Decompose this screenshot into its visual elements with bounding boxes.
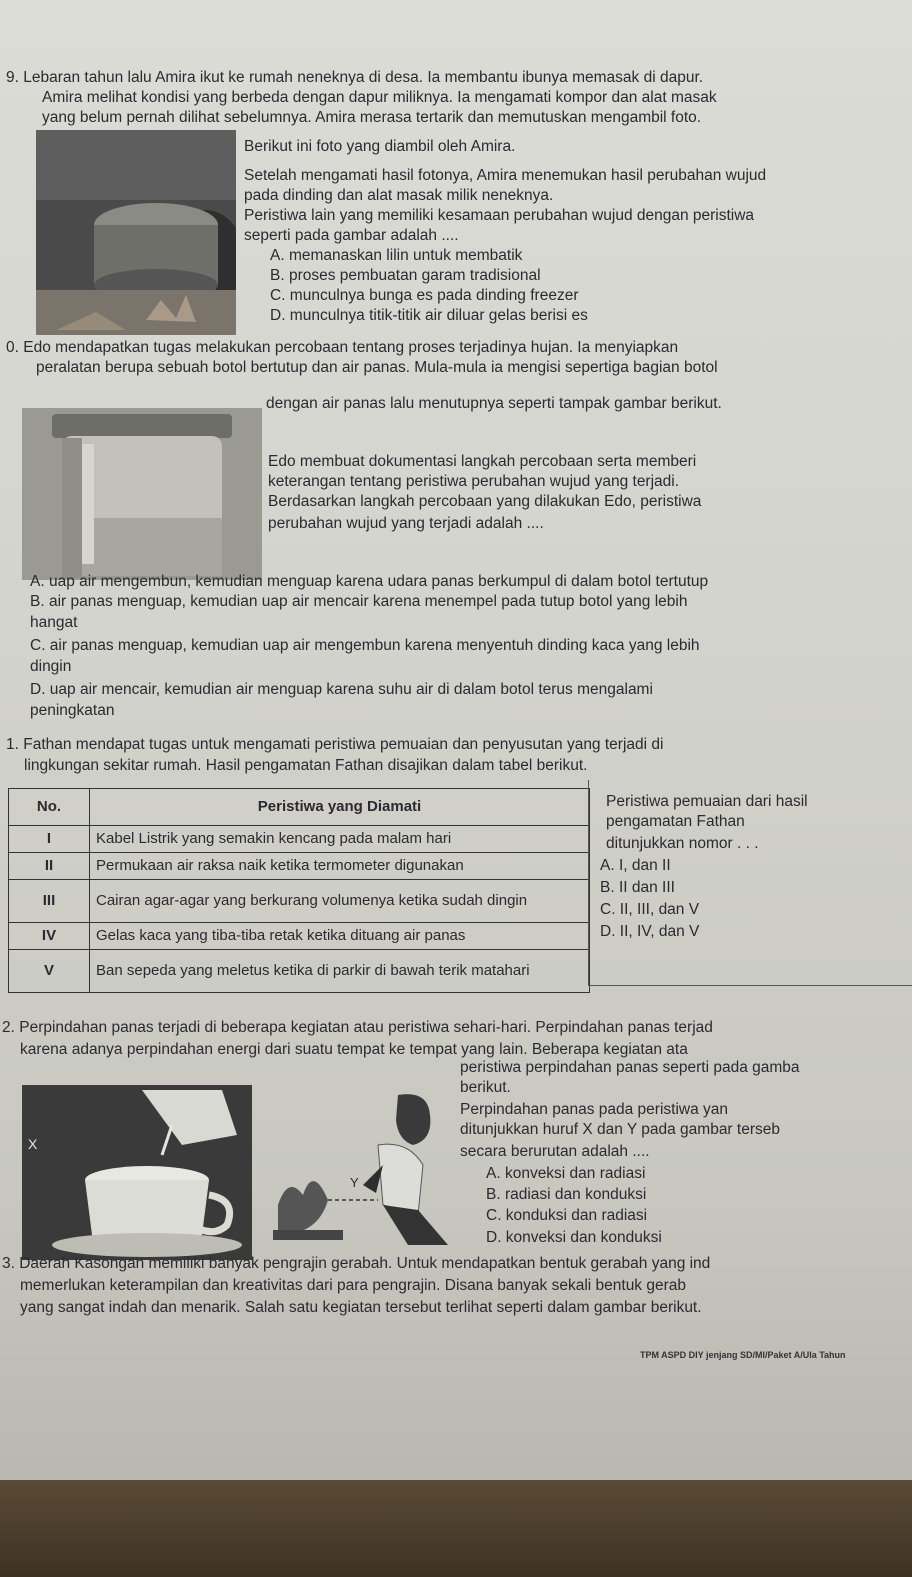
q12-line-2: karena adanya perpindahan energi dari suatu tempat ke tempat yang lain. Beberapa kegiatan ata	[20, 1041, 688, 1058]
q11-line-2: lingkungan sekitar rumah. Hasil pengamatan Fathan disajikan dalam tabel berikut.	[24, 757, 588, 774]
q11-line-1: 1. Fathan mendapat tugas untuk mengamati peristiwa pemuaian dan penyusutan yang terjadi di	[6, 736, 664, 753]
wooden-floor	[0, 1480, 912, 1577]
q11-side-3: ditunjukkan nomor . . .	[606, 835, 759, 852]
q10-option-d-cont: peningkatan	[30, 702, 115, 719]
q10-line-1: 0. Edo mendapatkan tugas melakukan percobaan tentang proses terjadinya hujan. Ia menyiapkan	[6, 339, 679, 356]
q11-side-2: pengamatan Fathan	[606, 813, 745, 830]
q12-side-2: berikut.	[460, 1079, 511, 1096]
table-row	[9, 853, 590, 880]
table-header-row	[9, 789, 590, 826]
q9-option-a: A. memanaskan lilin untuk membatik	[270, 247, 523, 264]
table-header-event: Peristiwa yang Diamati	[90, 789, 590, 826]
q10-side-4: Berdasarkan langkah percobaan yang dilakukan Edo, peristiwa	[268, 493, 702, 510]
table-cell-event: Gelas kaca yang tiba-tiba retak ketika dituang air panas	[90, 923, 590, 950]
q9-side-4: Peristiwa lain yang memiliki kesamaan perubahan wujud dengan peristiwa	[244, 207, 755, 224]
observation-table	[8, 788, 590, 993]
q13-line-2: memerlukan keterampilan dan kreativitas dari para pengrajin. Disana banyak sekali bentuk gerab	[20, 1277, 687, 1294]
table-cell-no: III	[9, 880, 90, 923]
q12-side-4: ditunjukkan huruf X dan Y pada gambar terseb	[460, 1121, 780, 1138]
q11-option-d: D. II, IV, dan V	[600, 923, 700, 940]
tea-pouring-photo	[22, 1085, 252, 1260]
q12-option-c: C. konduksi dan radiasi	[486, 1207, 648, 1224]
q10-side-3: keterangan tentang peristiwa perubahan wujud yang terjadi.	[268, 473, 680, 490]
q10-option-a: A. uap air mengembun, kemudian menguap karena udara panas berkumpul di dalam botol tertutup	[30, 573, 709, 590]
table-header-no: No.	[9, 789, 90, 826]
q9-side-1: Berikut ini foto yang diambil oleh Amira.	[244, 138, 516, 155]
q12-side-5: secara berurutan adalah ....	[460, 1143, 650, 1160]
table-row	[9, 826, 590, 853]
q9-line-1: 9. Lebaran tahun lalu Amira ikut ke rumah neneknya di desa. Ia membantu ibunya memasak di dapur.	[6, 69, 704, 86]
table-row	[9, 950, 590, 993]
table-cell-no: V	[9, 950, 90, 993]
table-cell-event: Cairan agar-agar yang berkurang volumenya ketika sudah dingin	[90, 880, 590, 923]
table-cell-no: IV	[9, 923, 90, 950]
q13-line-3: yang sangat indah dan menarik. Salah satu kegiatan tersebut terlihat seperti dalam gambar berikut.	[20, 1299, 702, 1316]
table-row	[9, 923, 590, 950]
table-cell-event: Ban sepeda yang meletus ketika di parkir di bawah terik matahari	[90, 950, 590, 993]
label-x: X	[28, 1136, 38, 1152]
table-cell-no: II	[9, 853, 90, 880]
q10-option-c-cont: dingin	[30, 658, 72, 675]
table-row	[9, 880, 590, 923]
table-cell-event: Permukaan air raksa naik ketika termometer digunakan	[90, 853, 590, 880]
q10-option-c: C. air panas menguap, kemudian uap air mengembun karena menyentuh dinding kaca yang lebih	[30, 637, 700, 654]
q11-option-a: A. I, dan II	[600, 857, 671, 874]
footer-tag: TPM ASPD DIY jenjang SD/MI/Paket A/Ula Tahun	[640, 1350, 846, 1360]
q12-option-a: A. konveksi dan radiasi	[486, 1165, 646, 1182]
q12-side-1: peristiwa perpindahan panas seperti pada gamba	[460, 1059, 800, 1076]
table-cell-no: I	[9, 826, 90, 853]
q9-side-2: Setelah mengamati hasil fotonya, Amira menemukan hasil perubahan wujud	[244, 167, 767, 184]
q9-option-d: D. munculnya titik-titik air diluar gelas berisi es	[270, 307, 588, 324]
campfire-illustration	[258, 1085, 448, 1260]
q12-side-3: Perpindahan panas pada peristiwa yan	[460, 1101, 728, 1118]
q10-option-b-cont: hangat	[30, 614, 78, 631]
bottle-experiment-photo	[22, 408, 262, 580]
q9-side-5: seperti pada gambar adalah ....	[244, 227, 459, 244]
q9-side-3: pada dinding dan alat masak milik neneknya.	[244, 187, 554, 204]
q10-option-b: B. air panas menguap, kemudian uap air mencair karena menempel pada tutup botol yang lebih	[30, 593, 688, 610]
q12-option-b: B. radiasi dan konduksi	[486, 1186, 647, 1203]
q10-side-2: Edo membuat dokumentasi langkah percobaan serta memberi	[268, 453, 697, 470]
q11-option-c: C. II, III, dan V	[600, 901, 700, 918]
q12-option-d: D. konveksi dan konduksi	[486, 1229, 662, 1246]
q10-option-d: D. uap air mencair, kemudian air menguap karena suhu air di dalam botol terus mengalami	[30, 681, 653, 698]
table-cell-event: Kabel Listrik yang semakin kencang pada malam hari	[90, 826, 590, 853]
q10-line-2: peralatan berupa sebuah botol bertutup dan air panas. Mula-mula ia mengisi sepertiga bagian botol	[36, 359, 718, 376]
q9-line-3: yang belum pernah dilihat sebelumnya. Amira merasa tertarik dan memutuskan mengambil foto.	[42, 109, 702, 126]
q13-line-1: 3. Daerah Kasongan memiliki banyak pengrajin gerabah. Untuk mendapatkan bentuk gerabah yang ind	[2, 1255, 711, 1272]
q9-option-b: B. proses pembuatan garam tradisional	[270, 267, 541, 284]
q11-option-b: B. II dan III	[600, 879, 675, 896]
q11-side-1: Peristiwa pemuaian dari hasil	[606, 793, 808, 810]
kitchen-stove-photo	[36, 130, 236, 335]
q10-side-1: dengan air panas lalu menutupnya seperti tampak gambar berikut.	[266, 395, 722, 412]
q10-side-5: perubahan wujud yang terjadi adalah ....	[268, 515, 544, 532]
q9-line-2: Amira melihat kondisi yang berbeda dengan dapur miliknya. Ia mengamati kompor dan alat masak	[42, 89, 717, 106]
q12-line-1: 2. Perpindahan panas terjadi di beberapa kegiatan atau peristiwa sehari-hari. Perpindahan panas terjad	[2, 1019, 713, 1036]
q9-option-c: C. munculnya bunga es pada dinding freezer	[270, 287, 579, 304]
label-y: Y	[350, 1175, 359, 1190]
